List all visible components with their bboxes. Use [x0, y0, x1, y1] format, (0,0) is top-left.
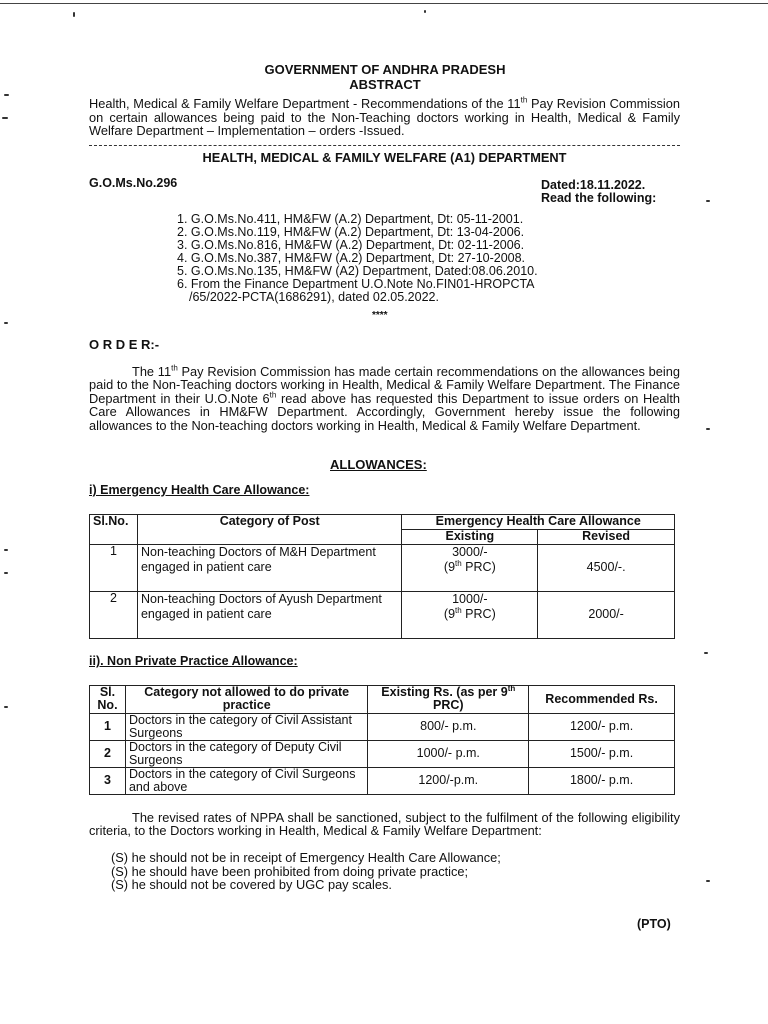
- cell-sl: 2: [90, 741, 126, 768]
- scan-speck: [4, 94, 9, 96]
- stars-divider: ****: [372, 310, 388, 321]
- col-header-sl: Sl.No.: [90, 515, 138, 545]
- cell-existing: 800/- p.m.: [368, 714, 529, 741]
- criteria-item: (S) he should not be covered by UGC pay scales.: [111, 877, 392, 892]
- scan-speck: [706, 200, 710, 202]
- col-header-category: Category not allowed to do private practice: [125, 686, 367, 714]
- cell-revised: 4500/-.: [538, 545, 675, 592]
- abstract-heading: ABSTRACT: [349, 77, 421, 92]
- cell-category: Doctors in the category of Civil Surgeons and above: [125, 768, 367, 795]
- department-heading: HEALTH, MEDICAL & FAMILY WELFARE (A1) DEPARTMENT: [202, 150, 567, 165]
- order-paragraph: The 11th Pay Revision Commission has made certain recommendations on the allowances being paid to the Non-Teaching doctors working in Health, Medical & Family Welfare Department. The Finance Department in their U.O.Note 6th read above has requested this Department to issue orders on Health Care Allowances in HM&FW Department. Accordingly, Government hereby issue the following allowances to the Non-teaching doctors working in Health, Medical & Family Welfare Department.: [89, 363, 680, 433]
- reference-item: 4. G.O.Ms.No.387, HM&FW (A.2) Department, Dt: 27-10-2008.: [177, 251, 526, 265]
- nppa-criteria-paragraph: The revised rates of NPPA shall be sanctioned, subject to the fulfilment of the following eligibility criteria, to the Doctors working in Health, Medical & Family Welfare Department:: [89, 810, 680, 839]
- table-row: [90, 592, 675, 639]
- col-header-group: Emergency Health Care Allowance: [402, 515, 675, 530]
- emergency-table: [89, 514, 675, 639]
- scan-speck: [4, 322, 8, 324]
- col-header-sl: Sl. No.: [90, 686, 126, 714]
- cell-recommended: 1800/- p.m.: [529, 768, 675, 795]
- cell-category: Non-teaching Doctors of M&H Department engaged in patient care: [137, 545, 401, 592]
- table-row: [90, 545, 675, 592]
- nppa-table: [89, 685, 675, 795]
- cell-category: Non-teaching Doctors of Ayush Department engaged in patient care: [137, 592, 401, 639]
- col-header-existing: Existing: [402, 530, 538, 545]
- subject-paragraph: Health, Medical & Family Welfare Department - Recommendations of the 11th Pay Revision Commission on certain allowances being paid to the Non-Teaching doctors working in Health, Medical & Family Welfare Department – Implementation – orders -Issued.: [89, 95, 680, 138]
- govt-heading: GOVERNMENT OF ANDHRA PRADESH: [264, 62, 506, 77]
- read-following: Read the following:: [541, 191, 657, 205]
- reference-item: 6. From the Finance Department U.O.Note No.FIN01-HROPCTA: [177, 277, 535, 291]
- criteria-item: (S) he should not be in receipt of Emergency Health Care Allowance;: [111, 850, 501, 865]
- criteria-item: (S) he should have been prohibited from doing private practice;: [111, 863, 469, 879]
- cell-sl: 2: [90, 592, 138, 639]
- col-header-category: Category of Post: [137, 515, 401, 545]
- scan-speck: [2, 117, 8, 119]
- scan-speck: [706, 880, 710, 882]
- table-row: [90, 741, 675, 768]
- cell-existing: 1000/- p.m.: [368, 741, 529, 768]
- scan-speck: [4, 572, 8, 574]
- reference-item: /65/2022-PCTA(1686291), dated 02.05.2022.: [189, 290, 439, 304]
- reference-item: 3. G.O.Ms.No.816, HM&FW (A.2) Department, Dt: 02-11-2006.: [177, 238, 525, 252]
- separator-rule: [89, 145, 680, 146]
- cell-sl: 3: [90, 768, 126, 795]
- criteria-list: [111, 851, 611, 892]
- reference-item: 1. G.O.Ms.No.411, HM&FW (A.2) Department, Dt: 05-11-2001.: [177, 212, 524, 226]
- col-header-existing: Existing Rs. (as per 9th PRC): [368, 686, 529, 714]
- pto-label: (PTO): [637, 917, 671, 931]
- cell-sl: 1: [90, 714, 126, 741]
- nppa-heading: ii). Non Private Practice Allowance:: [89, 654, 298, 668]
- cell-recommended: 1200/- p.m.: [529, 714, 675, 741]
- reference-item: 5. G.O.Ms.No.135, HM&FW (A2) Department, Dated:08.06.2010.: [177, 264, 538, 278]
- cell-existing: 3000/- (9th PRC): [402, 545, 538, 592]
- cell-recommended: 1500/- p.m.: [529, 741, 675, 768]
- reference-item: 2. G.O.Ms.No.119, HM&FW (A.2) Department, Dt: 13-04-2006.: [177, 225, 525, 239]
- table-row: [90, 768, 675, 795]
- cell-existing: 1200/-p.m.: [368, 768, 529, 795]
- scan-speck: [73, 12, 75, 17]
- cell-existing: 1000/- (9th PRC): [402, 592, 538, 639]
- col-header-recommended: Recommended Rs.: [529, 686, 675, 714]
- cell-sl: 1: [90, 545, 138, 592]
- cell-category: Doctors in the category of Civil Assistant Surgeons: [125, 714, 367, 741]
- order-heading: O R D E R:-: [89, 337, 160, 352]
- scan-speck: [424, 10, 426, 13]
- scan-speck: [4, 706, 8, 708]
- cell-category: Doctors in the category of Deputy Civil Surgeons: [125, 741, 367, 768]
- dated: Dated:18.11.2022.: [541, 178, 646, 192]
- emergency-heading: i) Emergency Health Care Allowance:: [89, 483, 310, 497]
- scan-speck: [4, 549, 8, 551]
- table-row: [90, 714, 675, 741]
- scan-speck: [706, 428, 710, 430]
- go-number: G.O.Ms.No.296: [89, 176, 178, 190]
- scan-speck: [704, 652, 708, 654]
- col-header-revised: Revised: [538, 530, 675, 545]
- references-list: [177, 213, 617, 304]
- scan-edge-line: [0, 3, 768, 4]
- cell-revised: 2000/-: [538, 592, 675, 639]
- allowances-heading: ALLOWANCES:: [330, 457, 427, 472]
